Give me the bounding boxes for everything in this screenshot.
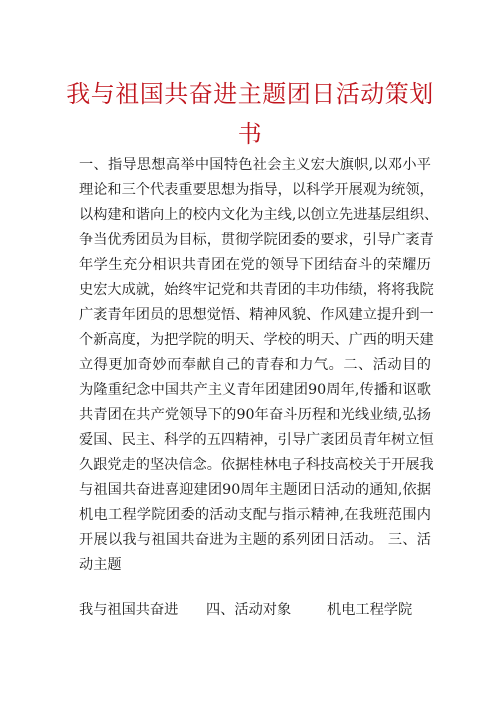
body-line: 一、指导思想高举中国特色社会主义宏大旗帜,以邓小平 [79, 157, 431, 173]
body-line: 动主题 [79, 557, 122, 573]
body-line: 爱国、民主、科学的五四精神，引导广袤团员青年树立恒 [79, 432, 434, 448]
body-line: 久跟党走的坚决信念。依据桂林电子科技高校关于开展我 [79, 457, 434, 473]
body-line: 理论和三个代表重要思想为指导，以科学开展观为统领， [79, 182, 434, 198]
activity-row [79, 600, 431, 620]
body-line: 个新高度，为把学院的明天、学校的明天、广西的明天建 [79, 332, 434, 348]
body-line: 为隆重纪念中国共产主义青年团建团90周年,传播和讴歌 [79, 382, 431, 398]
document-title-line-2: 书 [237, 120, 263, 148]
body-line: 史宏大成就，始终牢记党和共青团的丰功伟绩，将将我院 [79, 282, 434, 298]
body-line: 以构建和谐向上的校内文化为主线,以创立先进基层组织、 [79, 207, 439, 223]
activity-target-heading: 四、活动对象 [206, 602, 292, 618]
body-line: 争当优秀团员为目标，贯彻学院团委的要求，引导广袤青 [79, 232, 434, 248]
activity-target-text: 机电工程学院 [327, 602, 413, 618]
body-line: 年学生充分相识共青团在党的领导下团结奋斗的荣耀历 [79, 257, 431, 273]
body-line: 与祖国共奋进喜迎建团90周年主题团日活动的通知,依据 [79, 482, 431, 498]
body-line: 立得更加奇妙而奉献自己的青春和力气。二、活动目的 [79, 357, 431, 373]
document-title-line-1: 我与祖国共奋进主题团日活动策划 [66, 80, 434, 108]
body-line: 机电工程学院团委的活动支配与指示精神,在我班范围内 [79, 507, 431, 523]
body-line: 广袤青年团员的思想觉悟、精神风貌、作风建立提升到一 [79, 307, 434, 323]
body-line: 共青团在共产党领导下的90年奋斗历程和光线业绩,弘扬 [79, 407, 431, 423]
activity-theme-text: 我与祖国共奋进 [79, 602, 179, 618]
body-line: 开展以我与祖国共奋进为主题的系列团日活动。 三、活 [79, 532, 431, 548]
